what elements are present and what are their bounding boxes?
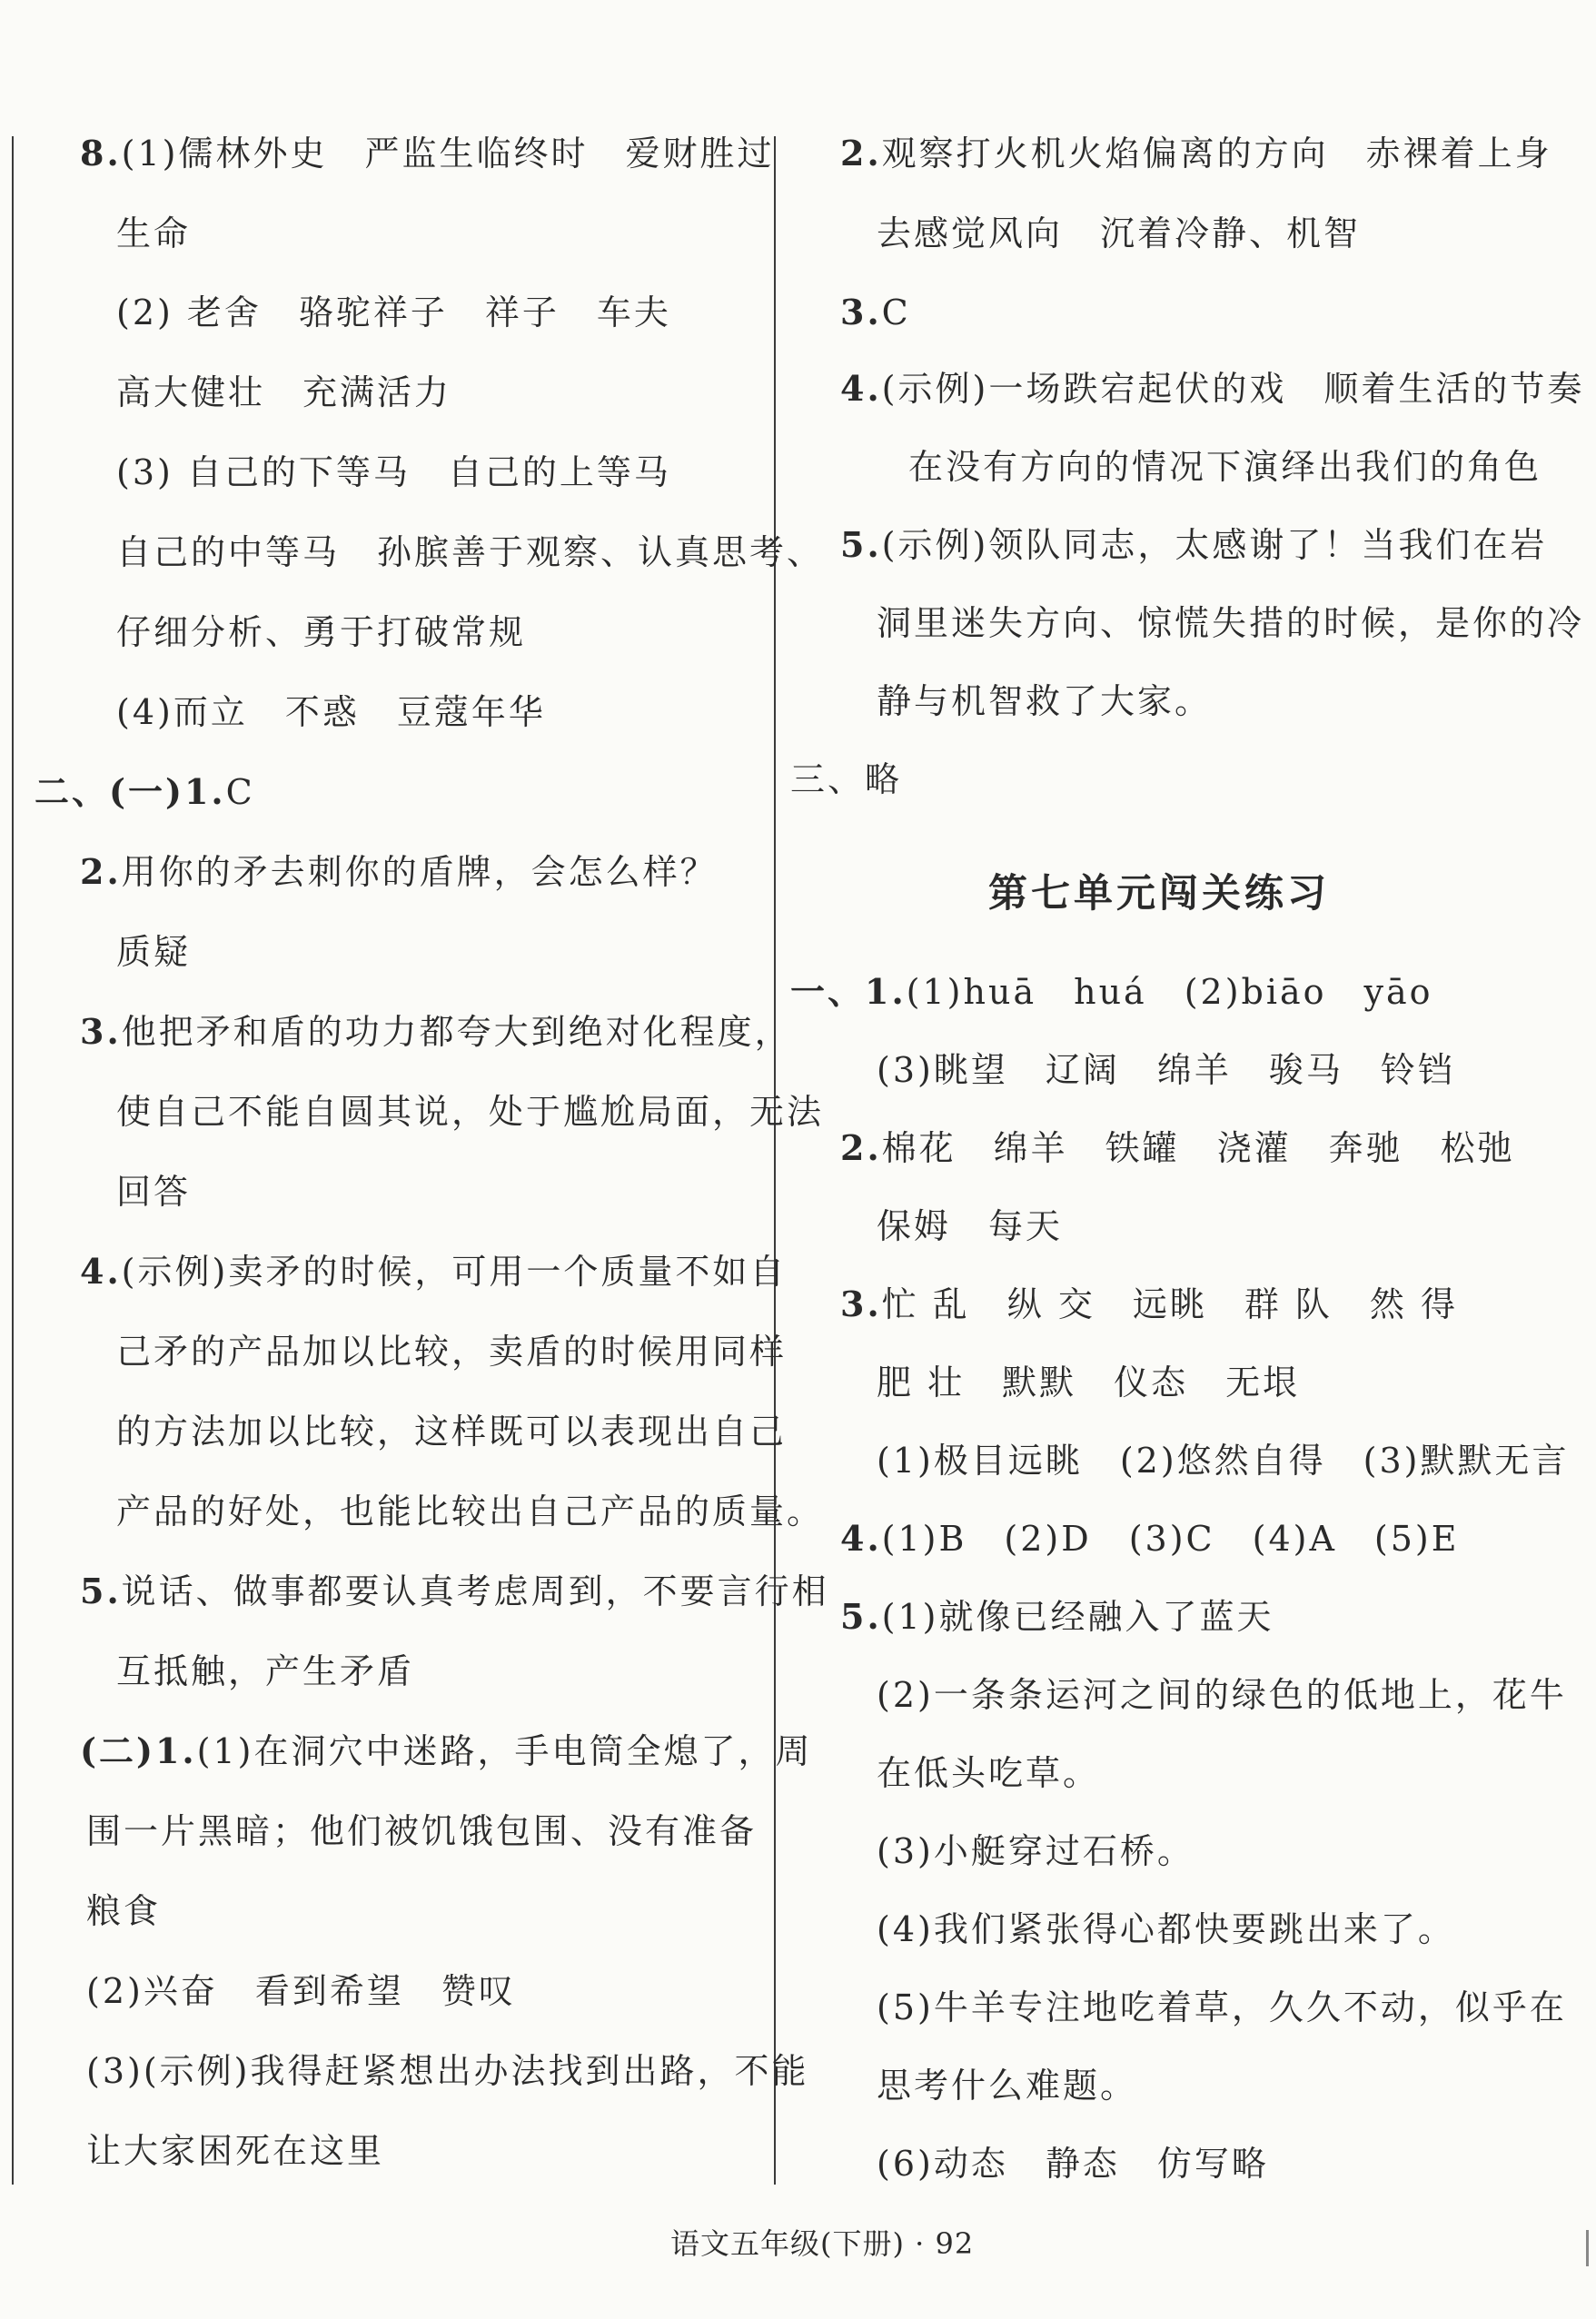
answer-line: 2.用你的矛去刺你的盾牌，会怎么样？ — [80, 851, 718, 892]
answer-line: 3.他把矛和盾的功力都夸大到绝对化程度， — [80, 1011, 792, 1052]
answer-line: 2.观察打火机火焰偏离的方向 赤裸着上身 — [840, 133, 1552, 173]
answer-line: 洞里迷失方向、惊慌失措的时候，是你的冷 — [877, 603, 1585, 643]
answer-line: (4)我们紧张得心都快要跳出来了。 — [877, 1909, 1455, 1949]
answer-line: (1)极目远眺 (2)悠然自得 (3)默默无言 — [877, 1441, 1570, 1481]
answer-line: 使自己不能自圆其说，处于尴尬局面，无法 — [116, 1092, 825, 1132]
answer-line: (6)动态 静态 仿写略 — [877, 2144, 1269, 2184]
answer-line: 4.(1)B (2)D (3)C (4)A (5)E — [840, 1518, 1460, 1559]
answer-line: 一、1.(1)huā huá (2)biāo yāo — [790, 971, 1433, 1012]
answer-line: 3.C — [840, 292, 911, 332]
answer-line: 思考什么难题。 — [877, 2066, 1138, 2106]
answer-line: (3) 自己的下等马 自己的上等马 — [116, 452, 671, 492]
answer-line: 2.棉花 绵羊 铁罐 浇灌 奔驰 松弛 — [840, 1127, 1515, 1168]
answer-line: 8.(1)儒林外史 严监生临终时 爱财胜过 — [80, 133, 775, 173]
answer-line: 在低头吃草。 — [877, 1753, 1101, 1793]
answer-line: 3.忙 乱 纵 交 远眺 群 队 然 得 — [840, 1283, 1458, 1324]
answer-line: 产品的好处，也能比较出自己产品的质量。 — [116, 1491, 825, 1531]
scan-edge-mark — [1586, 2230, 1589, 2266]
answer-line: 三、略 — [790, 759, 903, 799]
answer-line: 静与机智救了大家。 — [877, 681, 1213, 721]
answer-line: 回答 — [116, 1172, 192, 1212]
answer-line: 互抵触，产生矛盾 — [116, 1651, 415, 1691]
answer-line: 5.说话、做事都要认真考虑周到，不要言行相 — [80, 1571, 829, 1611]
answer-line: 生命 — [116, 213, 192, 253]
left-margin-rule — [12, 136, 14, 2185]
answer-line: 仔细分析、勇于打破常规 — [116, 612, 527, 652]
answer-line: (5)牛羊专注地吃着草，久久不动，似乎在 — [877, 1987, 1567, 2027]
answer-line: (3)(示例)我得赶紧想出办法找到出路，不能 — [86, 2051, 809, 2091]
answer-line: (2)兴奋 看到希望 赞叹 — [86, 1971, 516, 2011]
answer-line: (4)而立 不惑 豆蔻年华 — [116, 692, 546, 732]
answer-line: 高大健壮 充满活力 — [116, 372, 452, 412]
answer-line: 在没有方向的情况下演绎出我们的角色 — [908, 447, 1542, 487]
answer-line: 5.(示例)领队同志，太感谢了！当我们在岩 — [840, 524, 1548, 565]
answer-line: 粮食 — [86, 1891, 162, 1931]
column-divider — [774, 136, 776, 2185]
answer-line: (2) 老舍 骆驼祥子 祥子 车夫 — [116, 292, 671, 332]
answer-line: 4.(示例)卖矛的时候，可用一个质量不如自 — [80, 1251, 788, 1292]
answer-line: 去感觉风向 沉着冷静、机智 — [877, 213, 1362, 253]
answer-line: (3)小艇穿过石桥。 — [877, 1831, 1195, 1871]
answer-line: 保姆 每天 — [877, 1206, 1064, 1246]
answer-line: 二、(一)1.C — [35, 771, 255, 812]
answer-line: (3)眺望 辽阔 绵羊 骏马 铃铛 — [877, 1050, 1455, 1090]
answer-line: 让大家困死在这里 — [86, 2131, 385, 2171]
answer-line: (二)1.(1)在洞穴中迷路，手电筒全熄了，周 — [80, 1730, 813, 1771]
answer-line: 的方法加以比较，这样既可以表现出自己 — [116, 1412, 788, 1452]
answer-line: 5.(1)就像已经融入了蓝天 — [840, 1596, 1274, 1637]
answer-line: 己矛的产品加以比较，卖盾的时候用同样 — [116, 1332, 788, 1372]
page-footer: 语文五年级(下册) · 92 — [670, 2226, 975, 2261]
section-heading: 第七单元闯关练习 — [988, 871, 1330, 917]
answer-line: (2)一条条运河之间的绿色的低地上，花牛 — [877, 1675, 1567, 1715]
answer-line: 自己的中等马 孙膑善于观察、认真思考、 — [116, 532, 825, 572]
answer-line: 质疑 — [116, 932, 192, 972]
answer-line: 4.(示例)一场跌宕起伏的戏 顺着生活的节奏 — [840, 368, 1585, 409]
answer-line: 围一片黑暗；他们被饥饿包围、没有准备 — [86, 1811, 758, 1851]
answer-line: 肥 壮 默默 仪态 无垠 — [877, 1363, 1301, 1402]
